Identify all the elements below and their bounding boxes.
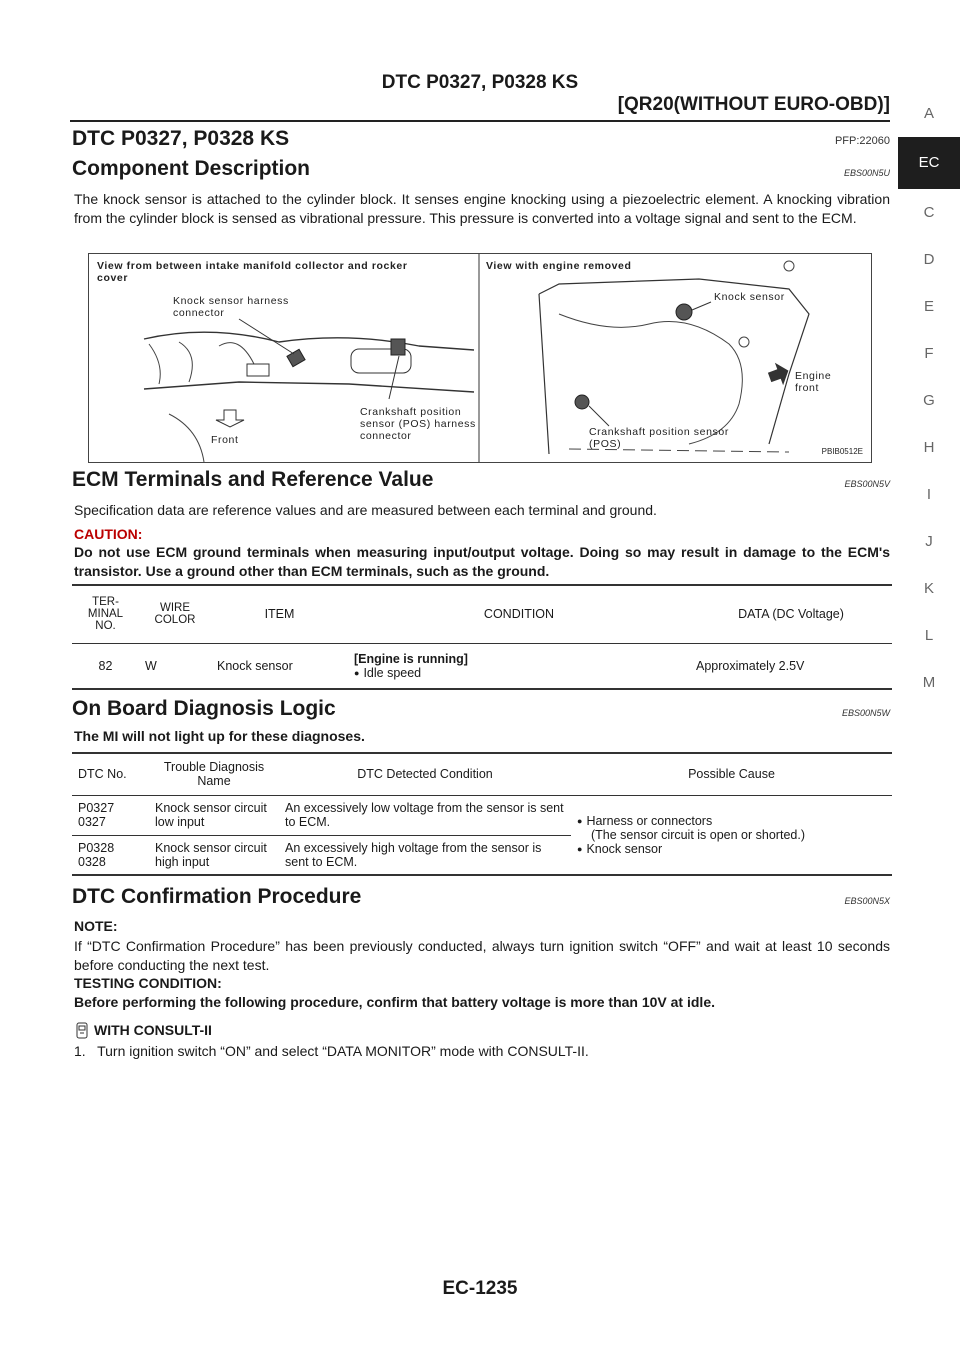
fig-right-title: View with engine removed: [486, 260, 632, 272]
cell-dtc: P0327 0327: [78, 801, 115, 829]
fig-label-front: Front: [211, 434, 239, 446]
col-header-terminal: TER-MINAL NO.: [87, 596, 124, 633]
fig-label-knock-sensor: Knock sensor: [714, 291, 785, 303]
section-tab-f[interactable]: F: [924, 345, 934, 362]
step-1: 1. Turn ignition switch “ON” and select “DATA MONITOR” mode with CONSULT-II.: [74, 1043, 589, 1059]
consult-tool-icon: [74, 1022, 90, 1040]
section-tab-j[interactable]: J: [925, 533, 933, 550]
col-header-item: ITEM: [264, 607, 295, 622]
col-header-data: DATA (DC Voltage): [738, 607, 844, 622]
fig-left-title: View from between intake manifold collector and rocker cover: [97, 260, 408, 284]
col-header-wire: WIRE COLOR: [154, 602, 196, 627]
col-header-condition: CONDITION: [483, 607, 555, 622]
table-header-row: [72, 753, 892, 795]
cell-name: Knock sensor circuit low input: [155, 801, 267, 829]
dtc-confirmation-code: EBS00N5X: [844, 896, 890, 906]
cause-knock-sensor: ● Knock sensor: [577, 842, 886, 856]
section-tab-d[interactable]: D: [923, 251, 935, 268]
section-title: DTC P0327, P0328 KS: [72, 127, 290, 150]
page-header-title: DTC P0327, P0328 KS: [381, 72, 579, 93]
cell-terminal: 82: [98, 658, 113, 673]
cell-condition: [348, 643, 690, 689]
front-arrow-icon: [216, 410, 244, 427]
knock-sensor-icon: [676, 304, 692, 320]
ecm-terminals-heading: ECM Terminals and Reference Value: [72, 468, 434, 491]
fig-label-ckp-connector: Crankshaft position sensor (POS) harness connector: [360, 406, 476, 442]
figure-id: PBIB0512E: [821, 447, 863, 456]
testing-condition-text: Before performing the following procedure, confirm that battery voltage is more than 10V at idle.: [74, 994, 715, 1010]
page-header-subtitle: [QR20(WITHOUT EURO-OBD)]: [617, 94, 890, 115]
note-text: If “DTC Confirmation Procedure” has been previously conducted, always turn ignition switch “OFF” and wait at least 10 seconds before conducting the next test.: [74, 938, 890, 973]
obd-note: The MI will not light up for these diagnoses.: [74, 728, 365, 744]
condition-state: [Engine is running]: [354, 651, 468, 666]
section-tab-ec[interactable]: EC: [898, 137, 960, 189]
col-header-condition: DTC Detected Condition: [357, 767, 493, 782]
cell-data: Approximately 2.5V: [696, 658, 805, 673]
cell-name: Knock sensor circuit high input: [155, 840, 267, 869]
fig-label-ks-connector: Knock sensor harness connector: [173, 295, 289, 319]
table-header-row: [72, 585, 892, 643]
table-row: [72, 643, 892, 689]
section-tab-m[interactable]: M: [922, 674, 936, 691]
sensor-location-figure: [88, 253, 872, 463]
component-description-text: The knock sensor is attached to the cylinder block. It senses engine knocking using a piezoelectric element. A knocking vibration from the cylinder block is sensed as vibrational pressure. This pressure is converted into a voltage signal and sent to the ECM.: [74, 191, 890, 226]
caution-label: CAUTION:: [74, 526, 143, 542]
cell-condition: An excessively low voltage from the sensor is sent to ECM.: [285, 801, 564, 829]
page-number: EC-1235: [442, 1278, 518, 1299]
component-description-code: EBS00N5U: [843, 168, 890, 178]
note-label: NOTE:: [74, 918, 118, 934]
fig-label-engine-front: Engine front: [795, 370, 832, 394]
table-row: [72, 795, 892, 835]
condition-item: ● Idle speed: [354, 666, 684, 680]
section-tab-k[interactable]: K: [923, 580, 934, 597]
cell-condition: An excessively high voltage from the sensor is sent to ECM.: [285, 840, 542, 869]
testing-condition-label: TESTING CONDITION:: [74, 975, 222, 991]
cell-dtc: P0328 0328: [78, 840, 115, 869]
dtc-table: [72, 752, 892, 876]
component-description-heading: Component Description: [72, 157, 311, 180]
cause-harness-detail: (The sensor circuit is open or shorted.): [591, 827, 805, 842]
pfp-code: PFP:22060: [834, 135, 890, 147]
section-index-tabs: [898, 90, 960, 706]
ckp-connector-icon: [391, 339, 405, 355]
col-header-dtc: DTC No.: [78, 767, 127, 782]
fig-label-ckp-sensor: Crankshaft position sensor (POS): [589, 426, 729, 450]
ckp-sensor-icon: [575, 395, 589, 409]
col-header-cause: Possible Cause: [688, 767, 775, 782]
consult-heading: WITH CONSULT-II: [94, 1022, 212, 1038]
ks-connector-icon: [287, 349, 305, 366]
col-header-name: Trouble Diagnosis Name: [163, 760, 265, 789]
cell-item: Knock sensor: [217, 658, 293, 673]
ecm-spec-text: Specification data are reference values and are measured between each terminal and ground.: [74, 502, 657, 518]
obd-logic-heading: On Board Diagnosis Logic: [72, 697, 336, 720]
section-tab-g[interactable]: G: [923, 392, 935, 409]
cause-harness: ● Harness or connectors: [577, 814, 886, 828]
section-tab-e[interactable]: E: [923, 298, 934, 315]
section-tab-h[interactable]: H: [923, 439, 935, 456]
section-tab-l[interactable]: L: [924, 627, 934, 644]
section-tab-a[interactable]: A: [923, 105, 934, 122]
cell-wire: W: [145, 658, 157, 673]
dtc-confirmation-heading: DTC Confirmation Procedure: [72, 885, 362, 908]
ecm-terminal-table: [72, 584, 892, 690]
caution-text: Do not use ECM ground terminals when measuring input/output voltage. Doing so may result in damage to the ECM's transistor. Use a ground other than ECM terminals, such as the ground.: [74, 544, 890, 579]
section-tab-c[interactable]: C: [923, 204, 935, 221]
header-rule: [70, 120, 890, 122]
ecm-terminals-code: EBS00N5V: [844, 479, 890, 489]
section-tab-i[interactable]: I: [926, 486, 932, 503]
obd-logic-code: EBS00N5W: [841, 708, 890, 718]
cell-possible-cause: [571, 795, 892, 875]
